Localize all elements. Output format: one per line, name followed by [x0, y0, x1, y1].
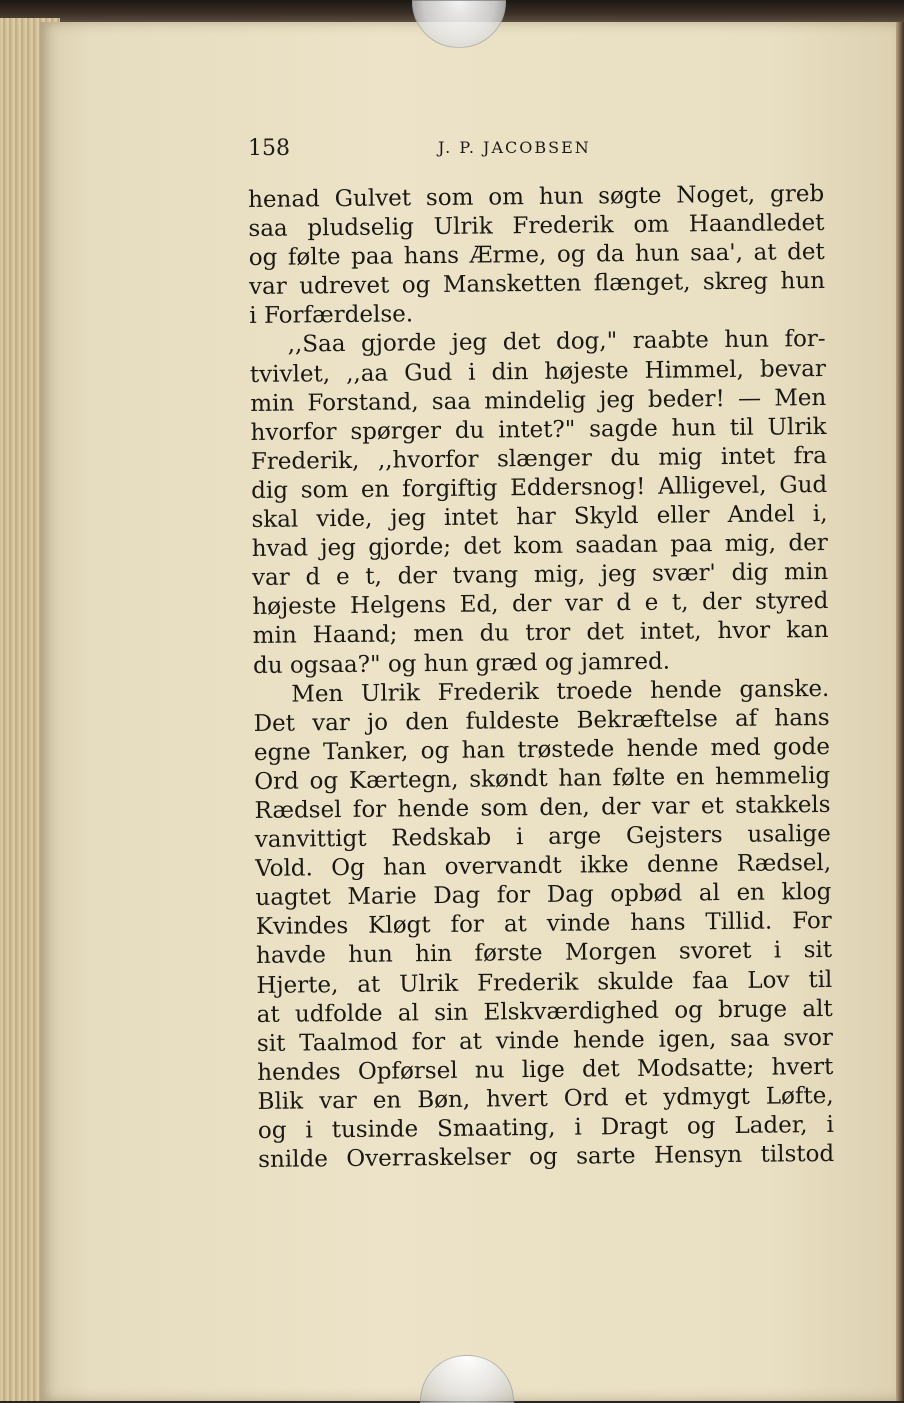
text-line: var d e t, der tvang mig, jeg svær' dig min	[251, 559, 829, 592]
text-line: Vold. Og han overvandt ikke denne Rædsel,	[255, 850, 832, 883]
body-text	[248, 180, 834, 1175]
text-line: egne Tanker, og han trøstede hende med gode	[253, 733, 831, 766]
page-right-edge	[896, 22, 904, 1401]
text-line: Det var jo den fuldeste Bekræftelse af hans	[253, 704, 830, 737]
text-line: sit Taalmod for at vinde hende igen, saa svor	[256, 1024, 834, 1057]
text-line: du ogsaa?" og hun græd og jamred.	[252, 648, 671, 679]
page-header	[248, 130, 818, 170]
text-line: tvivlet, ,,aa Gud i din højeste Himmel, bevar	[249, 355, 827, 388]
text-line: at udfolde al sin Elskværdighed og bruge alt	[256, 995, 833, 1028]
running-head: J. P. JACOBSEN	[438, 138, 591, 157]
text-line: havde hun hin første Morgen svoret i sit	[255, 937, 833, 970]
text-line: hvad jeg gjorde; det kom saadan paa mig, der	[251, 530, 828, 563]
text-line: og i tusinde Smaating, i Dragt og Lader, i	[257, 1111, 835, 1144]
text-line: min Forstand, saa mindelig jeg beder! — Men	[250, 384, 827, 417]
text-line: snilde Overraskelser og sarte Hensyn tilstod	[258, 1141, 835, 1174]
text-line: saa pludselig Ulrik Frederik om Haandledet	[248, 210, 825, 243]
text-line: Blik var en Bøn, hvert Ord et ydmygt Løfte,	[257, 1082, 834, 1115]
text-line: dig som en forgiftig Eddersnog! Alligevel, Gud	[251, 471, 828, 504]
text-line: uagtet Marie Dag for Dag opbød al en klog	[255, 879, 832, 912]
text-line: hendes Opførsel nu lige det Modsatte; hvert	[257, 1053, 834, 1086]
text-line: hvorfor spørger du intet?" sagde hun til Ulrik	[250, 413, 827, 446]
text-line: Men Ulrik Frederik troede hende ganske.	[291, 675, 830, 708]
text-line: henad Gulvet som om hun søgte Noget, greb	[248, 180, 825, 213]
text-line: ,,Saa gjorde jeg det dog," raabte hun for-	[287, 326, 826, 359]
text-line: Ord og Kærtegn, skøndt han følte en hemmelig	[254, 762, 831, 795]
text-line: Rædsel for hende som den, der var et stakkels	[254, 791, 831, 824]
text-line: min Haand; men du tror det intet, hvor kan	[252, 617, 829, 650]
text-line: var udrevet og Mansketten flænget, skreg hun	[248, 268, 826, 301]
text-line: højeste Helgens Ed, der var d e t, der styred	[252, 588, 829, 621]
page-number: 158	[248, 136, 290, 161]
text-line: og følte paa hans Ærme, og da hun saa', at det	[248, 239, 825, 272]
text-line: Kvindes Kløgt for at vinde hans Tillid. For	[255, 908, 832, 941]
text-line: Hjerte, at Ulrik Frederik skulde faa Lov til	[256, 966, 833, 999]
text-line: vanvittigt Redskab i arge Gejsters usalige	[254, 820, 831, 854]
text-line: i Forfærdelse.	[249, 301, 414, 330]
text-line: skal vide, jeg intet har Skyld eller Andel i,	[251, 500, 828, 534]
text-line: Frederik, ,,hvorfor slænger du mig intet fra	[250, 442, 827, 475]
